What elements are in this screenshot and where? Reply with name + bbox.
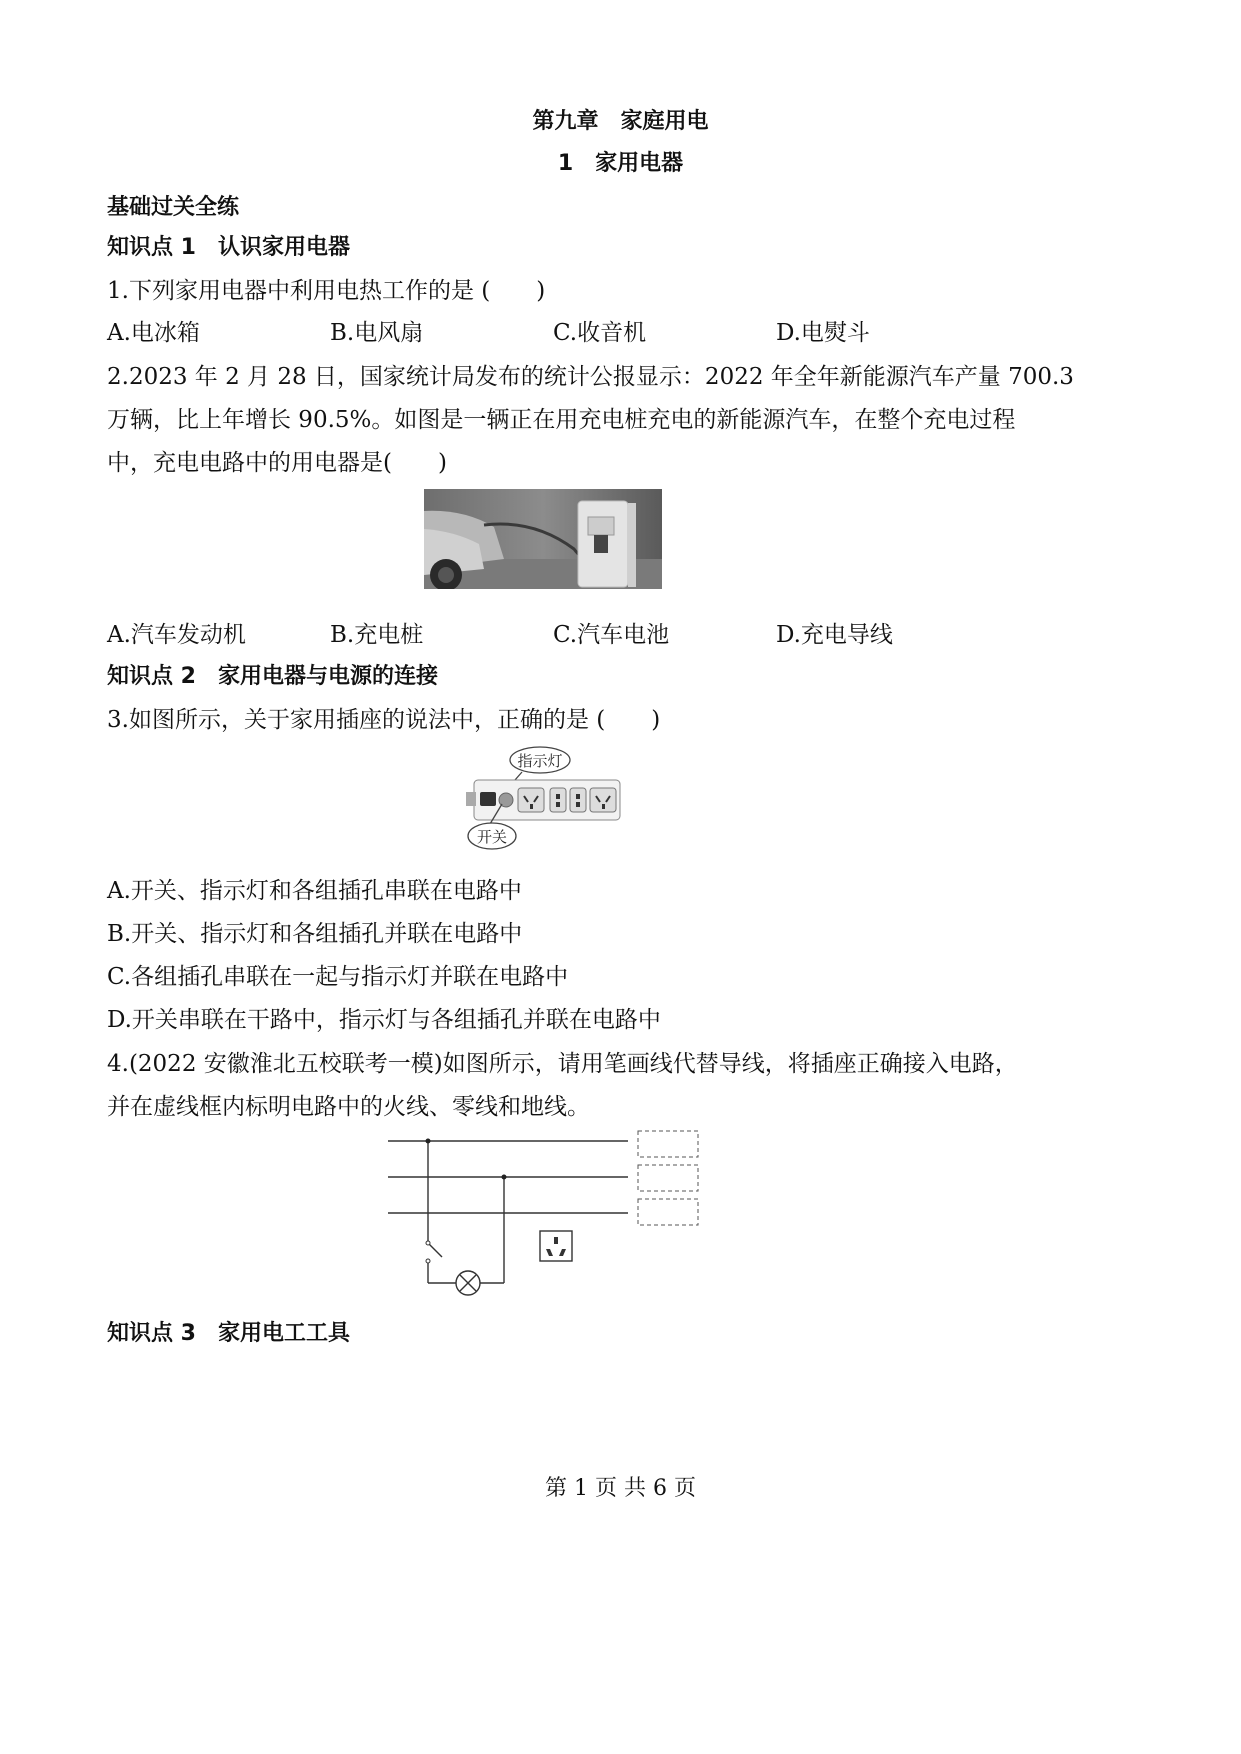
q3-option-a: A.开关、指示灯和各组插孔串联在电路中 <box>107 878 522 904</box>
q1-option-a: A.电冰箱 <box>107 320 200 346</box>
q3-option-c: C.各组插孔串联在一起与指示灯并联在电路中 <box>107 964 569 990</box>
q2-line-1: 2.2023 年 2 月 28 日，国家统计局发布的统计公报显示：2022 年全年新能源汽车产量 700.3 <box>107 364 1074 390</box>
switch-label: 开关 <box>476 828 508 846</box>
q4-line-1: 4.(2022 安徽淮北五校联考一模)如图所示，请用笔画线代替导线，将插座正确接入电路， <box>107 1051 1018 1077</box>
kp2-title: 知识点 2 家用电器与电源的连接 <box>107 664 438 689</box>
q1-option-b: B.电风扇 <box>330 320 424 346</box>
q2-option-c: C.汽车电池 <box>553 622 670 648</box>
kp1-title: 知识点 1 认识家用电器 <box>107 235 350 260</box>
q1-option-d: D.电熨斗 <box>776 320 870 346</box>
section-title: 1 家用电器 <box>557 151 684 176</box>
page-number: 第 1 页 共 6 页 <box>545 1476 696 1501</box>
kp3-title: 知识点 3 家用电工工具 <box>107 1321 350 1346</box>
q2-option-b: B.充电桩 <box>330 622 424 648</box>
q2-line-3: 中，充电电路中的用电器是( ) <box>107 450 447 476</box>
practice-title: 基础过关全练 <box>107 195 240 220</box>
indicator-label: 指示灯 <box>517 752 563 770</box>
q3-option-b: B.开关、指示灯和各组插孔并联在电路中 <box>107 921 523 947</box>
q3-stem: 3.如图所示，关于家用插座的说法中，正确的是 ( ) <box>107 707 661 733</box>
q2-option-a: A.汽车发动机 <box>107 622 246 648</box>
q4-line-2: 并在虚线框内标明电路中的火线、零线和地线。 <box>107 1094 590 1120</box>
power-strip-figure <box>462 744 624 854</box>
charging-station-photo <box>424 489 662 589</box>
circuit-diagram <box>380 1125 710 1300</box>
q2-line-2: 万辆，比上年增长 90.5%。如图是一辆正在用充电桩充电的新能源汽车，在整个充电过程 <box>107 407 1016 433</box>
q1-option-c: C.收音机 <box>553 320 647 346</box>
chapter-title: 第九章 家庭用电 <box>532 109 709 134</box>
q1-stem: 1.下列家用电器中利用电热工作的是 ( ) <box>107 278 546 304</box>
q2-option-d: D.充电导线 <box>776 622 893 648</box>
q3-option-d: D.开关串联在干路中，指示灯与各组插孔并联在电路中 <box>107 1007 661 1033</box>
